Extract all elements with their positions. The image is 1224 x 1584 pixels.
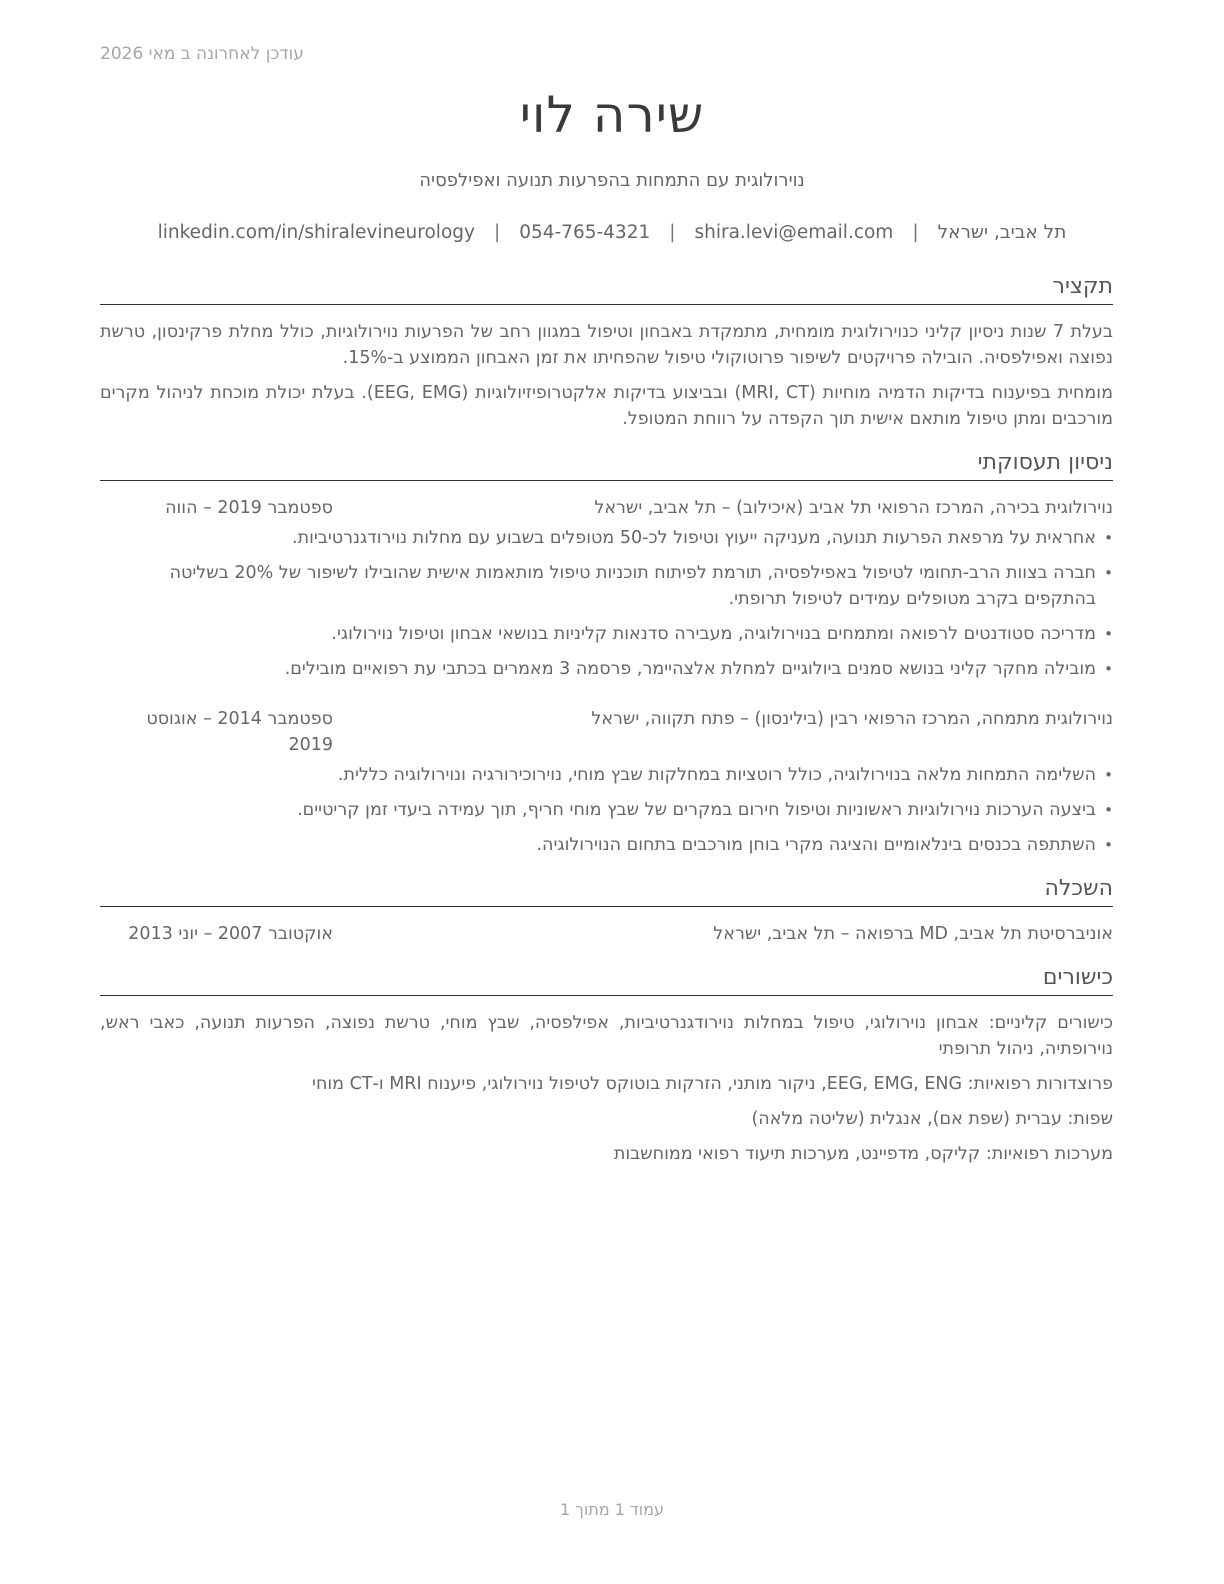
education-title: אוניברסיטת תל אביב, MD ברפואה – תל אביב, ישראל — [713, 924, 1113, 944]
skill-line: פרוצדורות רפואיות: EEG, EMG, ENG, ניקור מותני, הזרקות בוטוקס לטיפול נוירולוגי, פיענוח MRI ו-CT מוחי — [312, 1074, 1113, 1094]
job-bullet: • ביצעה הערכות נוירולוגיות ראשוניות וטיפול חירום במקרים של שבץ מוחי חריף, תוך עמידה ביעדי זמן קריטיים. — [100, 797, 1113, 823]
last-updated: עודכן לאחרונה ב מאי 2026 — [100, 44, 304, 64]
job-bullets — [100, 525, 1113, 682]
section-title-summary: תקציר — [100, 272, 1113, 305]
job-bullets — [100, 762, 1113, 858]
job-bullet: • חברה בצוות הרב-תחומי לטיפול באפילפסיה, תורמת לפיתוח תוכניות טיפול מותאמות אישית שהובילו לשיפור של 20% בשליטה בהתקפים בקרב מטופלים עמידים לטיפול תרופתי. — [100, 560, 1113, 612]
page-number: עמוד 1 מתוך 1 — [560, 1500, 664, 1519]
section-title-experience: ניסיון תעסוקתי — [100, 448, 1113, 481]
job-title: נוירולוגית בכירה, המרכז הרפואי תל אביב (איכילוב) – תל אביב, ישראל — [594, 498, 1113, 518]
education-entry — [100, 921, 1113, 947]
job-bullet: • אחראית על מרפאת הפרעות תנועה, מעניקה ייעוץ וטיפול לכ-50 מטופלים בשבוע עם מחלות נוירודגנרטיביות. — [100, 525, 1113, 551]
summary-paragraph: בעלת 7 שנות ניסיון קליני כנוירולוגית מומחית, מתמקדת באבחון וטיפול במגוון רחב של הפרעות נוירולוגיות, כולל מחלת פרקינסון, טרשת נפוצה ואפילפסיה. הובילה פרויקטים לשיפור פרוטוקולי טיפול שהפחיתו את זמן האבחון הממוצע ב-15%. — [100, 322, 1113, 368]
contact-separator: | — [669, 222, 676, 243]
summary-paragraph: מומחית בפיענוח בדיקות הדמיה מוחיות (MRI, CT) ובביצוע בדיקות אלקטרופיזיולוגיות (EEG, EMG). בעלת יכולת מוכחת לניהול מקרים מורכבים ומתן טיפול מותאם אישית תוך הקפדה על רווחת המטופל. — [100, 383, 1113, 429]
job-dates: ספטמבר 2019 – הווה — [165, 498, 333, 518]
job-entry — [100, 706, 1113, 858]
job-bullet: • השלימה התמחות מלאה בנוירולוגיה, כולל רוטציות במחלקות שבץ מוחי, נוירוכירורגיה ונוירולוגיה כללית. — [100, 762, 1113, 788]
skill-line: שפות: עברית (שפת אם), אנגלית (שליטה מלאה) — [751, 1109, 1113, 1129]
job-title: נוירולוגית מתמחה, המרכז הרפואי רבין (בילינסון) – פתח תקווה, ישראל — [591, 709, 1113, 729]
skills-section — [100, 963, 1113, 1167]
job-bullet: • מובילה מחקר קליני בנושא סמנים ביולוגיים למחלת אלצהיימר, פרסמה 3 מאמרים בכתבי עת רפואיים מובילים. — [100, 656, 1113, 682]
job-header — [100, 706, 1113, 758]
candidate-name: שירה לוי — [519, 86, 705, 144]
education-dates: אוקטובר 2007 – יוני 2013 — [128, 924, 333, 944]
job-entry — [100, 495, 1113, 682]
contact-line — [100, 222, 1124, 243]
contact-separator: | — [493, 222, 501, 243]
summary-section — [100, 272, 1113, 432]
education-section — [100, 874, 1113, 947]
experience-section — [100, 448, 1113, 858]
job-bullet: • מדריכה סטודנטים לרפואה ומתמחים בנוירולוגיה, מעבירה סדנאות קליניות בנושאי אבחון וטיפול נוירולוגי. — [100, 621, 1113, 647]
job-dates: ספטמבר 2014 – אוגוסט 2019 — [146, 709, 333, 755]
candidate-subtitle: נוירולוגית עם התמחות בהפרעות תנועה ואפילפסיה — [419, 170, 805, 191]
resume-content — [100, 272, 1113, 1167]
section-title-skills: כישורים — [100, 963, 1113, 996]
contact-linkedin[interactable]: linkedin.com/in/shiralevineurology — [157, 222, 475, 243]
skill-line: מערכות רפואיות: קליקס, מדפיינט, מערכות תיעוד רפואי ממוחשבות — [613, 1144, 1113, 1164]
skill-line: כישורים קליניים: אבחון נוירולוגי, טיפול במחלות נוירודגנרטיביות, אפילפסיה, שבץ מוחי, טרשת נפוצה, הפרעות תנועה, כאבי ראש, נוירופתיה, ניהול תרופתי — [100, 1013, 1113, 1059]
contact-separator: | — [912, 222, 919, 243]
contact-phone[interactable]: 054-765-4321 — [519, 222, 651, 243]
contact-location: תל אביב, ישראל — [937, 222, 1067, 243]
contact-email[interactable]: shira.levi@email.com — [694, 222, 894, 243]
job-header — [100, 495, 1113, 521]
job-bullet: • השתתפה בכנסים בינלאומיים והציגה מקרי בוחן מורכבים בתחום הנוירולוגיה. — [100, 832, 1113, 858]
section-title-education: השכלה — [100, 874, 1113, 907]
